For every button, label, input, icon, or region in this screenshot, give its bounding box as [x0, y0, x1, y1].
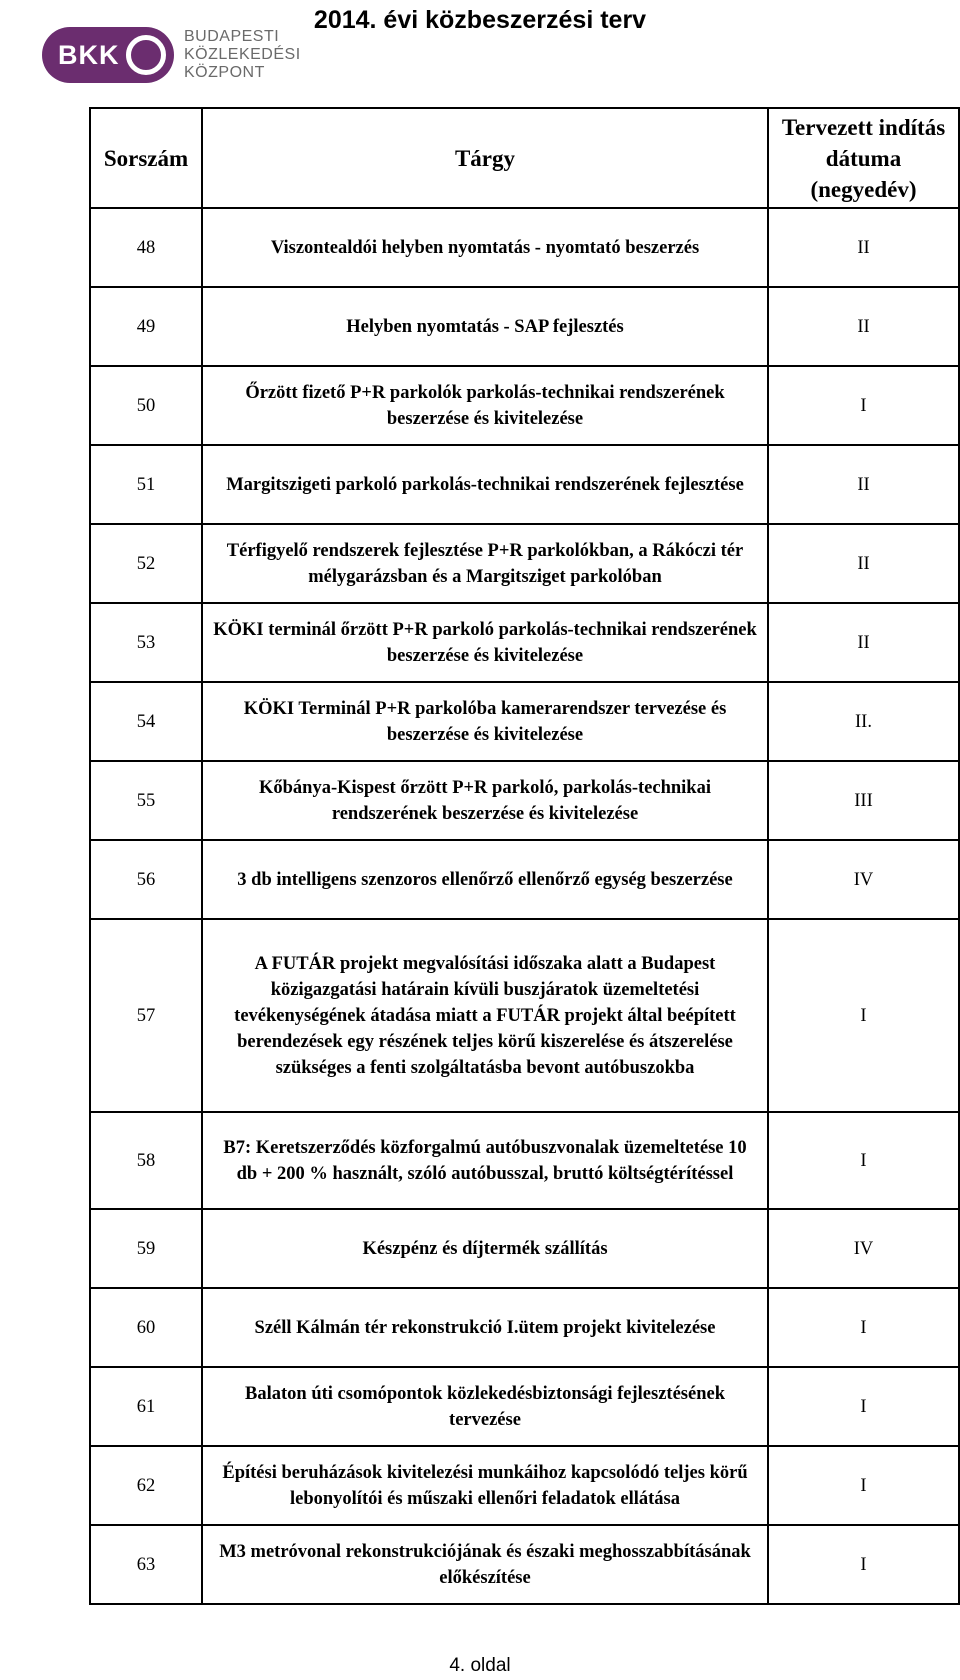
logo-line: KÖZPONT: [184, 64, 265, 81]
logo-ring-icon: [126, 35, 166, 75]
row-number: 59: [90, 1209, 202, 1288]
row-number: 56: [90, 840, 202, 919]
column-header-quarter: Tervezett indítás dátuma (negyedév): [768, 108, 959, 208]
row-quarter: I: [768, 1525, 959, 1604]
row-number: 53: [90, 603, 202, 682]
row-number: 54: [90, 682, 202, 761]
row-quarter: I: [768, 1288, 959, 1367]
row-subject: Széll Kálmán tér rekonstrukció I.ütem projekt kivitelezése: [202, 1288, 768, 1367]
row-number: 48: [90, 208, 202, 287]
table-row: [90, 208, 959, 287]
table-row: [90, 287, 959, 366]
page-number: 4. oldal: [449, 1655, 511, 1676]
row-subject: Térfigyelő rendszerek fejlesztése P+R parkolókban, a Rákóczi tér mélygarázsban és a Margitsziget parkolóban: [202, 524, 768, 603]
row-subject: B7: Keretszerződés közforgalmú autóbuszvonalak üzemeltetése 10 db + 200 % használt, szóló autóbusszal, bruttó költségtérítéssel: [202, 1112, 768, 1209]
row-subject: A FUTÁR projekt megvalósítási időszaka alatt a Budapest közigazgatási határain kívüli buszjáratok üzemeltetési tevékenységének átadása miatt a FUTÁR projekt által beépített berendezések egy részének teljes körű kiszerelése és átszerelése szükséges a fenti szolgáltatásba bevont autóbuszokba: [202, 919, 768, 1112]
page-title: 2014. évi közbeszerzési terv: [313, 6, 647, 34]
row-number: 58: [90, 1112, 202, 1209]
row-subject: Balaton úti csomópontok közlekedésbiztonsági fejlesztésének tervezése: [202, 1367, 768, 1446]
table-row: [90, 1288, 959, 1367]
row-subject: M3 metróvonal rekonstrukciójának és északi meghosszabbításának előkészítése: [202, 1525, 768, 1604]
bkk-logo: [42, 26, 301, 84]
row-subject: Helyben nyomtatás - SAP fejlesztés: [202, 287, 768, 366]
row-subject: KÖKI Terminál P+R parkolóba kamerarendszer tervezése és beszerzése és kivitelezése: [202, 682, 768, 761]
row-subject: Készpénz és díjtermék szállítás: [202, 1209, 768, 1288]
row-quarter: II.: [768, 682, 959, 761]
table-row: [90, 524, 959, 603]
table-row: [90, 1112, 959, 1209]
row-number: 57: [90, 919, 202, 1112]
row-subject: 3 db intelligens szenzoros ellenőrző ellenőrző egység beszerzése: [202, 840, 768, 919]
row-number: 51: [90, 445, 202, 524]
table-row: [90, 1367, 959, 1446]
table-row: [90, 840, 959, 919]
logo-line: KÖZLEKEDÉSI: [184, 46, 301, 63]
table-body: [90, 208, 959, 1604]
row-subject: Építési beruházások kivitelezési munkáihoz kapcsolódó teljes körű lebonyolítói és műszaki ellenőri feladatok ellátása: [202, 1446, 768, 1525]
logo-badge: [42, 27, 174, 83]
row-quarter: I: [768, 1446, 959, 1525]
row-quarter: I: [768, 1367, 959, 1446]
row-subject: Kőbánya-Kispest őrzött P+R parkoló, parkolás-technikai rendszerének beszerzése és kivitelezése: [202, 761, 768, 840]
row-number: 50: [90, 366, 202, 445]
row-quarter: I: [768, 1112, 959, 1209]
row-quarter: II: [768, 524, 959, 603]
table-row: [90, 919, 959, 1112]
row-quarter: III: [768, 761, 959, 840]
row-quarter: I: [768, 919, 959, 1112]
row-number: 55: [90, 761, 202, 840]
row-number: 60: [90, 1288, 202, 1367]
table-row: [90, 1446, 959, 1525]
row-subject: KÖKI terminál őrzött P+R parkoló parkolás-technikai rendszerének beszerzése és kivitelezése: [202, 603, 768, 682]
column-header-subject: Tárgy: [202, 108, 768, 208]
row-subject: Őrzött fizető P+R parkolók parkolás-technikai rendszerének beszerzése és kivitelezése: [202, 366, 768, 445]
table-header-row: [90, 108, 959, 208]
logo-words: [184, 28, 301, 82]
row-number: 61: [90, 1367, 202, 1446]
procurement-table: [89, 107, 960, 1605]
logo-badge-text: BKK: [58, 39, 120, 70]
row-number: 49: [90, 287, 202, 366]
table-row: [90, 682, 959, 761]
row-number: 63: [90, 1525, 202, 1604]
row-quarter: IV: [768, 1209, 959, 1288]
table-row: [90, 761, 959, 840]
row-quarter: II: [768, 208, 959, 287]
row-quarter: II: [768, 445, 959, 524]
row-quarter: II: [768, 287, 959, 366]
row-quarter: I: [768, 366, 959, 445]
row-subject: Viszontealdói helyben nyomtatás - nyomtató beszerzés: [202, 208, 768, 287]
table-row: [90, 1209, 959, 1288]
row-subject: Margitszigeti parkoló parkolás-technikai rendszerének fejlesztése: [202, 445, 768, 524]
procurement-table-wrapper: [89, 107, 958, 1605]
row-quarter: IV: [768, 840, 959, 919]
table-row: [90, 366, 959, 445]
logo-line: BUDAPESTI: [184, 28, 280, 45]
row-quarter: II: [768, 603, 959, 682]
table-row: [90, 603, 959, 682]
table-row: [90, 1525, 959, 1604]
table-row: [90, 445, 959, 524]
column-header-number: Sorszám: [90, 108, 202, 208]
row-number: 52: [90, 524, 202, 603]
row-number: 62: [90, 1446, 202, 1525]
